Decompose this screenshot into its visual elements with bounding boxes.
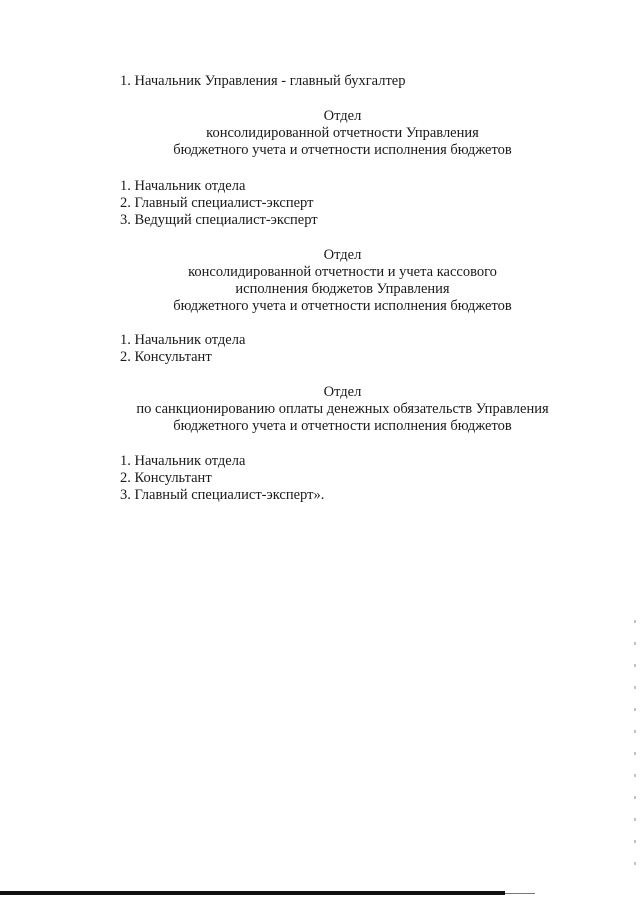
dept3-name-line1: по санкционированию оплаты денежных обязательств Управления <box>136 401 549 417</box>
scan-bottom-edge-thin <box>505 893 535 894</box>
dept3-item-3: 3. Главный специалист-эксперт». <box>120 487 325 503</box>
dept2-name-line2: исполнения бюджетов Управления <box>235 281 450 297</box>
scan-bottom-edge <box>0 891 505 895</box>
scan-edge-marks <box>634 620 636 870</box>
dept2-name-line1: консолидированной отчетности и учета кассового <box>188 264 497 280</box>
intro-item-head-accountant: 1. Начальник Управления - главный бухгалтер <box>120 73 406 89</box>
dept3-name-line2: бюджетного учета и отчетности исполнения бюджетов <box>173 418 512 434</box>
dept3-item-1: 1. Начальник отдела <box>120 453 246 469</box>
dept1-name-line1: консолидированной отчетности Управления <box>206 125 479 141</box>
dept1-item-3: 3. Ведущий специалист-эксперт <box>120 212 318 228</box>
dept2-item-2: 2. Консультант <box>120 349 212 365</box>
dept2-item-1: 1. Начальник отдела <box>120 332 246 348</box>
dept1-item-2: 2. Главный специалист-эксперт <box>120 195 314 211</box>
dept3-title: Отдел <box>323 384 362 400</box>
dept1-title: Отдел <box>323 108 362 124</box>
dept2-name-line3: бюджетного учета и отчетности исполнения бюджетов <box>173 298 512 314</box>
dept3-item-2: 2. Консультант <box>120 470 212 486</box>
dept2-title: Отдел <box>323 247 362 263</box>
dept1-item-1: 1. Начальник отдела <box>120 178 246 194</box>
dept1-name-line2: бюджетного учета и отчетности исполнения бюджетов <box>173 142 512 158</box>
